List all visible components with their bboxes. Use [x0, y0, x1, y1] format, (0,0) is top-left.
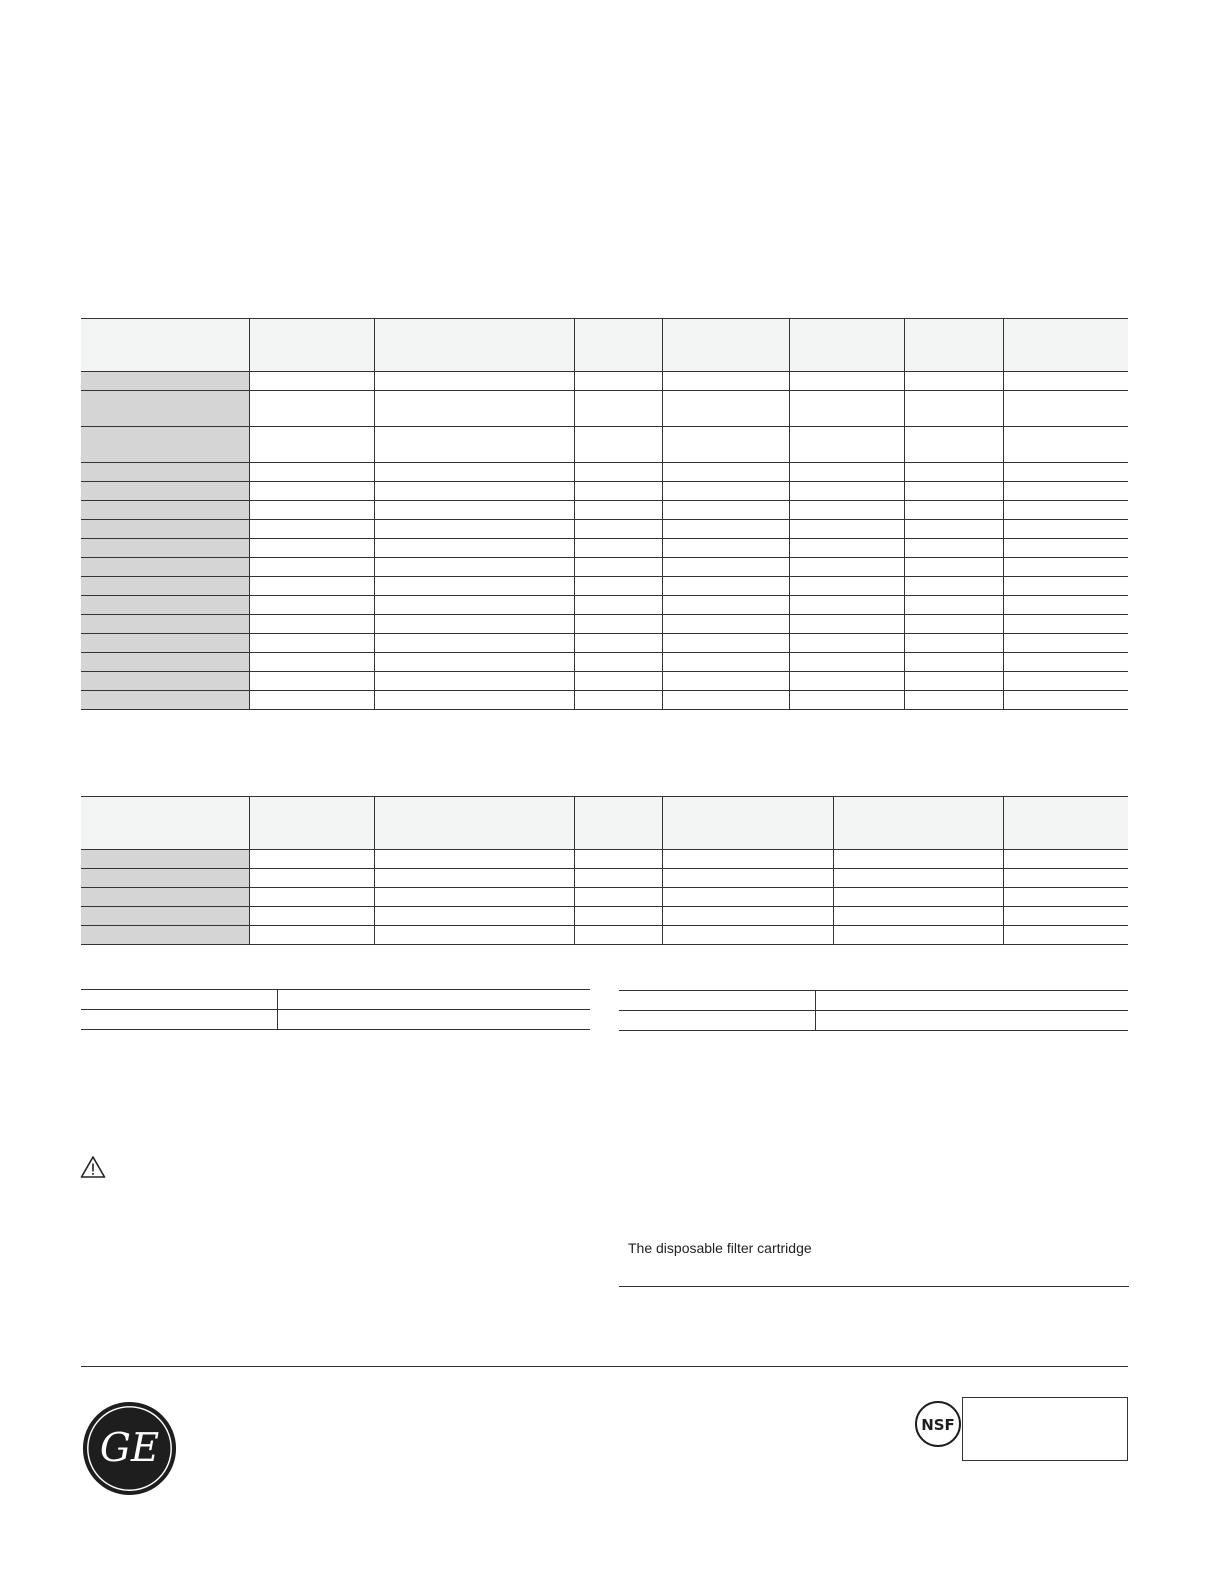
- header-cell: [662, 319, 789, 372]
- row-label-cell: [81, 520, 249, 539]
- table-cell: [1003, 653, 1128, 672]
- table-row: [81, 926, 1128, 945]
- row-label-cell: [81, 539, 249, 558]
- header-cell: [1003, 319, 1128, 372]
- header-cell: [574, 797, 662, 850]
- table-cell: [789, 391, 904, 427]
- table-cell: [1003, 372, 1128, 391]
- table-cell: [1003, 427, 1128, 463]
- table-cell: [374, 520, 574, 539]
- table-row: [81, 850, 1128, 869]
- table-cell: [789, 482, 904, 501]
- table-cell: [904, 463, 1003, 482]
- table-cell: [904, 501, 1003, 520]
- table-cell: [374, 888, 574, 907]
- table-body: [81, 850, 1128, 945]
- table-cell: [662, 653, 789, 672]
- table-cell: [662, 869, 833, 888]
- table-row: [81, 501, 1128, 520]
- table-row: [81, 990, 590, 1010]
- table-cell: [374, 427, 574, 463]
- table-cell: [574, 391, 662, 427]
- table-cell: [833, 907, 1003, 926]
- table-cell: [789, 653, 904, 672]
- row-label-cell: [81, 888, 249, 907]
- header-cell: [662, 797, 833, 850]
- table-cell: [904, 427, 1003, 463]
- table-cell: [789, 691, 904, 710]
- table-row: [81, 672, 1128, 691]
- aesthetic-table: [81, 796, 1128, 945]
- table-cell: [574, 577, 662, 596]
- table-cell: [904, 653, 1003, 672]
- table-cell: [789, 577, 904, 596]
- table-cell: [619, 1011, 815, 1031]
- table-cell: [662, 615, 789, 634]
- table-cell: [1003, 391, 1128, 427]
- row-label-cell: [81, 463, 249, 482]
- table-cell: [1003, 482, 1128, 501]
- spec-table-right: [619, 990, 1128, 1031]
- table-cell: [904, 634, 1003, 653]
- table-cell: [904, 577, 1003, 596]
- nsf-logo: [914, 1400, 962, 1448]
- row-label-cell: [81, 907, 249, 926]
- table-cell: [374, 672, 574, 691]
- table-cell: [374, 596, 574, 615]
- row-label-cell: [81, 558, 249, 577]
- ge-logo: [81, 1400, 178, 1497]
- table-cell: [574, 539, 662, 558]
- table-cell: [662, 577, 789, 596]
- table-cell: [374, 482, 574, 501]
- table-body: [81, 372, 1128, 710]
- table-cell: [662, 672, 789, 691]
- table-cell: [662, 539, 789, 558]
- table-cell: [249, 907, 374, 926]
- table-cell: [1003, 615, 1128, 634]
- table-cell: [249, 653, 374, 672]
- header-cell: [574, 319, 662, 372]
- table-cell: [662, 391, 789, 427]
- row-label-cell: [81, 501, 249, 520]
- header-cell: [904, 319, 1003, 372]
- table-cell: [1003, 520, 1128, 539]
- table-cell: [574, 691, 662, 710]
- table-cell: [789, 372, 904, 391]
- certification-box: [962, 1397, 1128, 1461]
- table-row: [81, 907, 1128, 926]
- table-cell: [1003, 596, 1128, 615]
- table-row: [619, 991, 1128, 1011]
- header-cell: [789, 319, 904, 372]
- table-cell: [904, 372, 1003, 391]
- table-cell: [249, 482, 374, 501]
- table-row: [81, 372, 1128, 391]
- row-label-cell: [81, 869, 249, 888]
- table-cell: [249, 539, 374, 558]
- table-row: [81, 520, 1128, 539]
- table-cell: [1003, 907, 1128, 926]
- table-cell: [904, 596, 1003, 615]
- table-cell: [662, 691, 789, 710]
- table-cell: [374, 391, 574, 427]
- table-cell: [904, 520, 1003, 539]
- table-header-row: [81, 797, 1128, 850]
- performance-table: [81, 318, 1128, 710]
- table-row: [81, 427, 1128, 463]
- table-cell: [574, 869, 662, 888]
- table-cell: [904, 615, 1003, 634]
- table-row: [81, 539, 1128, 558]
- table-cell: [619, 991, 815, 1011]
- table-cell: [789, 672, 904, 691]
- table-cell: [1003, 501, 1128, 520]
- table-cell: [374, 539, 574, 558]
- table-cell: [1003, 539, 1128, 558]
- warning-triangle-icon: [80, 1155, 106, 1179]
- row-label-cell: [81, 672, 249, 691]
- footer-divider: [81, 1366, 1128, 1367]
- table-cell: [789, 615, 904, 634]
- row-label-cell: [81, 372, 249, 391]
- table-cell: [1003, 691, 1128, 710]
- table-row: [81, 634, 1128, 653]
- table-cell: [789, 539, 904, 558]
- table-cell: [574, 888, 662, 907]
- row-label-cell: [81, 577, 249, 596]
- row-label-cell: [81, 615, 249, 634]
- table-cell: [789, 463, 904, 482]
- table-cell: [574, 907, 662, 926]
- table-row: [81, 1010, 590, 1030]
- table-cell: [374, 577, 574, 596]
- table-cell: [904, 672, 1003, 691]
- table-cell: [662, 372, 789, 391]
- row-label-cell: [81, 391, 249, 427]
- header-cell: [81, 797, 249, 850]
- row-label-cell: [81, 850, 249, 869]
- table-cell: [574, 501, 662, 520]
- table-cell: [662, 463, 789, 482]
- header-cell: [374, 319, 574, 372]
- table-cell: [249, 869, 374, 888]
- table-cell: [662, 482, 789, 501]
- row-label-cell: [81, 482, 249, 501]
- table-cell: [662, 850, 833, 869]
- table-cell: [249, 558, 374, 577]
- table-cell: [662, 926, 833, 945]
- table-cell: [374, 463, 574, 482]
- table-row: [81, 615, 1128, 634]
- table-cell: [81, 1010, 277, 1030]
- table-cell: [574, 926, 662, 945]
- table-cell: [249, 691, 374, 710]
- table-cell: [1003, 888, 1128, 907]
- table-row: [81, 558, 1128, 577]
- table-cell: [374, 372, 574, 391]
- table-cell: [662, 596, 789, 615]
- table-cell: [574, 427, 662, 463]
- table-cell: [789, 558, 904, 577]
- table-cell: [81, 990, 277, 1010]
- table-cell: [789, 634, 904, 653]
- table-row: [81, 596, 1128, 615]
- table-cell: [249, 615, 374, 634]
- table-cell: [249, 372, 374, 391]
- table-header-row: [81, 319, 1128, 372]
- table-row: [81, 577, 1128, 596]
- table-cell: [374, 907, 574, 926]
- header-cell: [833, 797, 1003, 850]
- row-label-cell: [81, 926, 249, 945]
- table-cell: [374, 869, 574, 888]
- table-cell: [574, 672, 662, 691]
- header-cell: [81, 319, 249, 372]
- table-cell: [789, 501, 904, 520]
- table-row: [81, 869, 1128, 888]
- table-cell: [374, 615, 574, 634]
- table-cell: [249, 577, 374, 596]
- table-cell: [574, 596, 662, 615]
- table-cell: [662, 907, 833, 926]
- row-label-cell: [81, 634, 249, 653]
- header-cell: [1003, 797, 1128, 850]
- header-cell: [374, 797, 574, 850]
- table-cell: [574, 372, 662, 391]
- table-cell: [249, 501, 374, 520]
- table-cell: [1003, 634, 1128, 653]
- table-cell: [574, 558, 662, 577]
- table-cell: [904, 391, 1003, 427]
- table-cell: [1003, 672, 1128, 691]
- table-cell: [789, 427, 904, 463]
- row-label-cell: [81, 596, 249, 615]
- table-cell: [249, 520, 374, 539]
- table-cell: [904, 539, 1003, 558]
- table-cell: [574, 482, 662, 501]
- table-cell: [249, 926, 374, 945]
- table-cell: [249, 391, 374, 427]
- table-cell: [374, 850, 574, 869]
- table-cell: [277, 990, 590, 1010]
- table-cell: [249, 672, 374, 691]
- table-cell: [904, 558, 1003, 577]
- ge-logo-text: GE: [99, 1426, 160, 1472]
- table-cell: [1003, 869, 1128, 888]
- table-cell: [574, 850, 662, 869]
- table-cell: [662, 501, 789, 520]
- table-cell: [789, 596, 904, 615]
- table-cell: [249, 888, 374, 907]
- table-cell: [789, 520, 904, 539]
- table-cell: [815, 991, 1128, 1011]
- table-cell: [662, 634, 789, 653]
- table-cell: [574, 463, 662, 482]
- table-cell: [662, 558, 789, 577]
- table-cell: [574, 520, 662, 539]
- table-cell: [1003, 926, 1128, 945]
- table-cell: [249, 463, 374, 482]
- header-cell: [249, 797, 374, 850]
- divider: [619, 1286, 1129, 1287]
- table-row: [81, 391, 1128, 427]
- nsf-logo-text: NSF: [921, 1416, 955, 1434]
- filter-cartridge-note: The disposable filter cartridge: [628, 1240, 812, 1256]
- table-row: [81, 463, 1128, 482]
- table-cell: [904, 482, 1003, 501]
- table-cell: [662, 888, 833, 907]
- table-cell: [249, 634, 374, 653]
- table-row: [81, 482, 1128, 501]
- table-cell: [277, 1010, 590, 1030]
- table-cell: [833, 926, 1003, 945]
- table-cell: [815, 1011, 1128, 1031]
- table-cell: [662, 520, 789, 539]
- table-cell: [1003, 850, 1128, 869]
- table-cell: [374, 691, 574, 710]
- row-label-cell: [81, 653, 249, 672]
- table-cell: [374, 634, 574, 653]
- table-cell: [1003, 558, 1128, 577]
- row-label-cell: [81, 691, 249, 710]
- table-cell: [574, 634, 662, 653]
- table-row: [81, 888, 1128, 907]
- table-cell: [374, 653, 574, 672]
- table-row: [619, 1011, 1128, 1031]
- spec-table-left: [81, 989, 590, 1030]
- table-cell: [833, 888, 1003, 907]
- table-cell: [249, 427, 374, 463]
- table-cell: [833, 850, 1003, 869]
- table-cell: [574, 653, 662, 672]
- table-cell: [662, 427, 789, 463]
- table-cell: [1003, 577, 1128, 596]
- header-cell: [249, 319, 374, 372]
- table-cell: [374, 501, 574, 520]
- table-cell: [904, 691, 1003, 710]
- table-cell: [249, 596, 374, 615]
- table-cell: [574, 615, 662, 634]
- table-row: [81, 653, 1128, 672]
- table-cell: [249, 850, 374, 869]
- table-cell: [1003, 463, 1128, 482]
- table-cell: [374, 926, 574, 945]
- row-label-cell: [81, 427, 249, 463]
- table-row: [81, 691, 1128, 710]
- table-cell: [374, 558, 574, 577]
- table-cell: [833, 869, 1003, 888]
